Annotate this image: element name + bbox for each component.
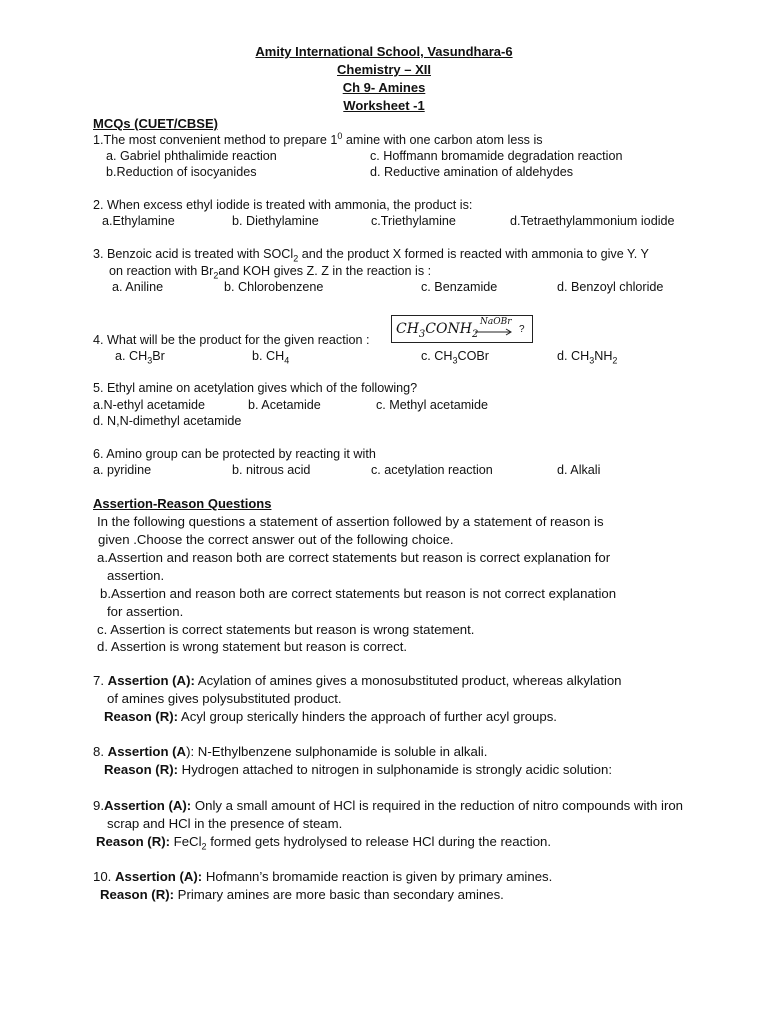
q9-reason: Reason (R): FeCl$_2$ formed gets hydrolysed to release HCl during the reaction. [96,834,552,852]
school-name: Amity International School, Vasundhara-6 [255,44,513,59]
q4-option-c: c. $CH_3COBr$ [421,349,489,366]
q9-assertion-line1: 9.Assertion (A): Only a small amount of HCl is required in the reduction of nitro compounds with iron [93,798,684,813]
q2-option-b: b. Diethylamine [232,214,319,228]
q8-assertion: 8. Assertion (A): N-Ethylbenzene sulphonamide is soluble in alkali. [93,744,488,759]
ar-intro-line2: given .Choose the correct answer out of the following choice. [98,532,454,547]
q6-option-d: d. Alkali [557,463,601,477]
ar-choice-c: c. Assertion is correct statements but reason is wrong statement. [97,622,475,637]
assertion-reason-heading: Assertion-Reason Questions [93,496,272,511]
q4-option-a: a. $CH_3Br$ [115,349,165,366]
q6-option-c: c. acetylation reaction [371,463,493,477]
q2-option-c: c.Triethylamine [371,214,456,228]
q2-text: 2. When excess ethyl iodide is treated with ammonia, the product is: [93,198,473,212]
q4-text: 4. What will be the product for the given reaction : [93,333,370,347]
q3-text-line2: on reaction with $Br_2and$ KOH gives Z. Z in the reaction is : [109,264,432,281]
reaction-condition: NaOBr [480,317,512,327]
q1-option-a: a. Gabriel phthalimide reaction [106,149,277,163]
q1-option-c: c. Hoffmann bromamide degradation reaction [370,149,623,163]
q5-option-c: c. Methyl acetamide [376,398,488,412]
q10-reason: Reason (R): Primary amines are more basic than secondary amines. [100,887,504,902]
q10-assertion: 10. Assertion (A): Hofmann’s bromamide reaction is given by primary amines. [93,869,553,884]
q5-option-b: b. Acetamide [248,398,321,412]
ar-choice-b-line1: b.Assertion and reason both are correct statements but reason is not correct explanation [100,586,617,601]
ar-choice-b-line2: for assertion. [107,604,184,619]
q1-option-d: d. Reductive amination of aldehydes [370,165,574,179]
q3-option-a: a. Aniline [112,280,164,294]
q4-option-b: b. $CH_4$ [252,349,290,366]
reaction-reactant: $CH_3CONH_2$ [396,321,479,340]
q8-reason: Reason (R): Hydrogen attached to nitrogen in sulphonamide is strongly acidic solution: [104,762,612,777]
ar-choice-d: d. Assertion is wrong statement but reason is correct. [97,639,408,654]
q5-option-a: a.N-ethyl acetamide [93,398,205,412]
q1-option-b: b.Reduction of isocyanides [106,165,257,179]
q7-reason: Reason (R): Acyl group sterically hinders the approach of further acyl groups. [104,709,557,724]
q6-option-a: a. pyridine [93,463,152,477]
q6-option-b: b. nitrous acid [232,463,311,477]
q7-assertion-line1: 7. Assertion (A): Acylation of amines gives a monosubstituted product, whereas alkylation [93,673,622,688]
reaction-equation-box [391,315,533,343]
q1-text: 1.The most convenient method to prepare $1^0$ amine with one carbon atom less is [93,130,543,147]
q2-option-d: d.Tetraethylammonium iodide [510,214,675,228]
reaction-arrow-icon [475,328,513,336]
q3-option-d: d. Benzoyl chloride [557,280,664,294]
worksheet-title: Worksheet -1 [343,98,425,113]
subject-title: Chemistry – XII [337,62,431,77]
q9-assertion-line2: scrap and HCl in the presence of steam. [107,816,343,831]
q3-option-b: b. Chlorobenzene [224,280,324,294]
q7-assertion-line2: of amines gives polysubstituted product. [107,691,342,706]
q3-option-c: c. Benzamide [421,280,498,294]
ar-choice-a-line2: assertion. [107,568,165,583]
q3-text-line1: 3. Benzoic acid is treated with SOCl$_2$ and the product X formed is reacted with ammonia to give Y. Y [93,247,649,264]
reaction-product: ? [519,324,525,335]
mcq-heading: MCQs (CUET/CBSE) [93,116,218,131]
q2-option-a: a.Ethylamine [102,214,175,228]
ar-intro-line1: In the following questions a statement of assertion followed by a statement of reason is [97,514,604,529]
ar-choice-a-line1: a.Assertion and reason both are correct statements but reason is correct explanation for [97,550,611,565]
chapter-title: Ch 9- Amines [342,80,426,95]
q5-text: 5. Ethyl amine on acetylation gives which of the following? [93,381,418,395]
q5-option-d: d. N,N-dimethyl acetamide [93,414,242,428]
q6-text: 6. Amino group can be protected by reacting it with [93,447,376,461]
q4-option-d: d. $CH_3NH_2$ [557,349,618,366]
